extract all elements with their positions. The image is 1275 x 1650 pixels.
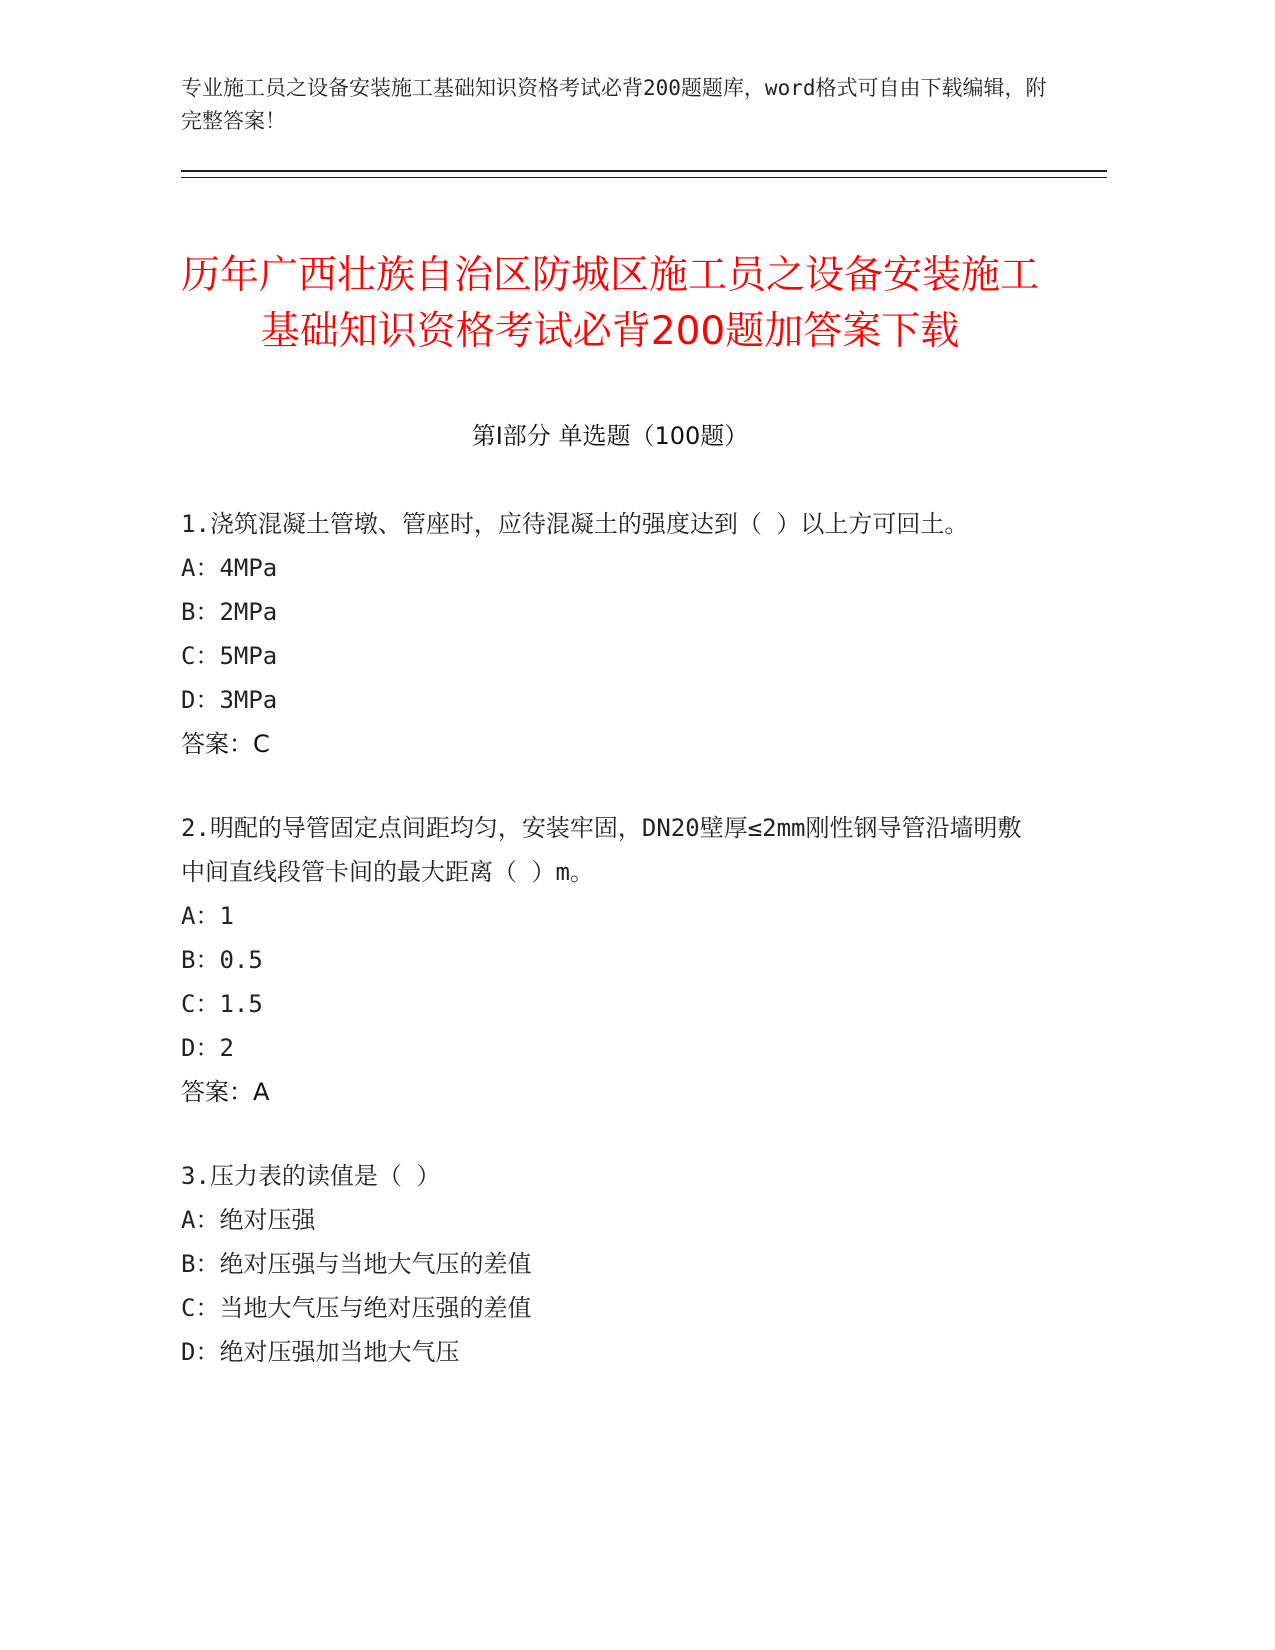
option-c: C：1.5 — [181, 990, 263, 1018]
question-list — [181, 502, 1041, 1414]
header-divider-thick — [181, 170, 1107, 172]
question-text: 3.压力表的读值是（ ） — [181, 1162, 441, 1190]
option-d: D：2 — [181, 1034, 234, 1062]
question-1 — [181, 502, 1041, 766]
question-text: 2.明配的导管固定点间距均匀，安装牢固，DN20壁厚≤2mm刚性钢导管沿墙明敷中间直线段管卡间的最大距离（ ）m。 — [181, 814, 1022, 886]
option-a: A：4MPa — [181, 554, 278, 582]
document-title: 历年广西壮族自治区防城区施工员之设备安装施工基础知识资格考试必背200题加答案下载 — [181, 253, 1040, 355]
option-a: A：绝对压强 — [181, 1206, 316, 1234]
option-b: B：绝对压强与当地大气压的差值 — [181, 1250, 532, 1278]
section-title: 第Ⅰ部分 单选题（100题） — [471, 422, 749, 450]
answer: 答案：C — [181, 730, 270, 758]
answer: 答案：A — [181, 1078, 270, 1106]
question-3 — [181, 1154, 1041, 1374]
question-2 — [181, 806, 1041, 1114]
option-c: C：当地大气压与绝对压强的差值 — [181, 1294, 532, 1322]
header-divider-thin — [181, 177, 1107, 178]
option-d: D：3MPa — [181, 686, 278, 714]
option-d: D：绝对压强加当地大气压 — [181, 1338, 460, 1366]
option-c: C：5MPa — [181, 642, 278, 670]
question-text: 1.浇筑混凝土管墩、管座时，应待混凝土的强度达到（ ）以上方可回土。 — [181, 510, 969, 538]
option-b: B：0.5 — [181, 946, 263, 974]
option-b: B：2MPa — [181, 598, 278, 626]
header-note: 专业施工员之设备安装施工基础知识资格考试必背200题题库，word格式可自由下载编辑，附完整答案！ — [181, 76, 1047, 133]
option-a: A：1 — [181, 902, 234, 930]
